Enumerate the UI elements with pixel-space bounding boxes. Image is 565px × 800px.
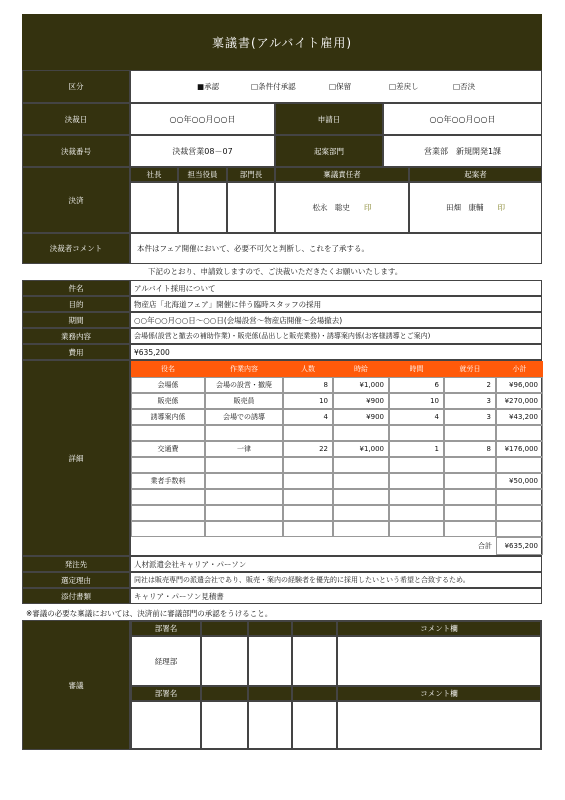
detail-cell-task	[205, 425, 283, 441]
detail-header-count: 人数	[283, 361, 333, 377]
stamp-2b	[248, 701, 292, 749]
detail-cell-hours	[389, 425, 444, 441]
title-bar	[22, 14, 542, 70]
drafter-name: 田畑 康輔	[446, 203, 484, 212]
detail-cell-subtotal: ¥43,200	[496, 409, 543, 425]
dept-spacer-2a	[201, 686, 248, 701]
kian-value: 営業部 新規開発1課	[383, 135, 542, 167]
option-approve[interactable]: ■承認	[197, 82, 220, 91]
detail-cell-wage	[333, 505, 389, 521]
detail-cell-task	[205, 505, 283, 521]
detail-cell-hours	[389, 489, 444, 505]
riyu-label: 選定理由	[22, 572, 130, 588]
detail-cell-count: 4	[283, 409, 333, 425]
detail-cell-count	[283, 457, 333, 473]
shinseibi-label: 申請日	[275, 103, 383, 135]
detail-cell-task	[205, 521, 283, 537]
kikan-value: ○○年○○月○○日～○○日(会場設営～物産店開催～会場撤去)	[130, 312, 542, 328]
detail-header-task: 作業内容	[205, 361, 283, 377]
detail-cell-count: 8	[283, 377, 333, 393]
kessai-label: 決済	[22, 167, 130, 233]
kian-label: 起案部門	[275, 135, 383, 167]
stamp-1c	[292, 636, 337, 686]
detail-cell-subtotal	[496, 521, 543, 537]
dept-spacer-1c	[292, 621, 337, 636]
stamp-2c	[292, 701, 337, 749]
detail-total-value: ¥635,200	[496, 537, 543, 555]
detail-cell-days	[444, 521, 496, 537]
detail-cell-days	[444, 457, 496, 473]
detail-table	[130, 360, 542, 556]
dept-spacer-2c	[292, 686, 337, 701]
detail-cell-hours	[389, 457, 444, 473]
comment-box-2[interactable]	[337, 701, 541, 749]
detail-cell-days: 8	[444, 441, 496, 457]
ken-label: 件名	[22, 280, 130, 296]
hiyo-label: 費用	[22, 344, 130, 360]
stamp-box-manager	[227, 182, 275, 233]
detail-cell-hours: 6	[389, 377, 444, 393]
mokuteki-value: 物産店「北海道フェア」開催に伴う臨時スタッフの採用	[130, 296, 542, 312]
drafter-box	[409, 182, 542, 233]
gyomu-label: 業務内容	[22, 328, 130, 344]
hacchu-value: 人材派遣会社キャリア・パーソン	[130, 556, 542, 572]
detail-cell-hours	[389, 473, 444, 489]
detail-cell-role: 交通費	[131, 441, 205, 457]
drafter-seal: 印	[497, 203, 505, 212]
comment-header-2: コメント欄	[337, 686, 541, 701]
stamp-box-president	[130, 182, 178, 233]
detail-cell-hours: 4	[389, 409, 444, 425]
detail-cell-role	[131, 489, 205, 505]
detail-cell-hours	[389, 521, 444, 537]
detail-cell-subtotal: ¥96,000	[496, 377, 543, 393]
detail-cell-subtotal: ¥176,000	[496, 441, 543, 457]
detail-cell-task	[205, 457, 283, 473]
detail-cell-task: 販売員	[205, 393, 283, 409]
detail-cell-hours: 1	[389, 441, 444, 457]
dept-name-1: 経理部	[131, 636, 201, 686]
comment-value: 本件はフェア開催において、必要不可欠と判断し、これを了承する。	[130, 233, 542, 264]
detail-header-hours: 時間	[389, 361, 444, 377]
option-return[interactable]: □差戻し	[389, 82, 419, 91]
stamp-1a	[201, 636, 248, 686]
comment-label: 決裁者コメント	[22, 233, 130, 264]
dept-spacer-2b	[248, 686, 292, 701]
stamp-col-president: 社長	[130, 167, 178, 182]
kubun-label: 区分	[22, 70, 130, 103]
shinseibi-value: ○○年○○月○○日	[383, 103, 542, 135]
tenpu-value: キャリア・パーソン見積書	[130, 588, 542, 604]
comment-box-1	[337, 636, 541, 686]
detail-cell-wage: ¥900	[333, 393, 389, 409]
comment-header-1: コメント欄	[337, 621, 541, 636]
detail-cell-hours: 10	[389, 393, 444, 409]
mokuteki-label: 目的	[22, 296, 130, 312]
detail-cell-role	[131, 505, 205, 521]
detail-header-days: 就労日	[444, 361, 496, 377]
detail-cell-wage	[333, 473, 389, 489]
detail-header-role: 役名	[131, 361, 205, 377]
detail-cell-task: 会場での誘導	[205, 409, 283, 425]
detail-cell-subtotal: ¥270,000	[496, 393, 543, 409]
stamp-2a	[201, 701, 248, 749]
kessaibi-value: ○○年○○月○○日	[130, 103, 275, 135]
option-reject[interactable]: □否決	[453, 82, 476, 91]
responsible-label: 稟議責任者	[275, 167, 409, 182]
shingi-block	[130, 620, 542, 750]
detail-cell-task: 会場の設営・撤廃	[205, 377, 283, 393]
hacchu-label: 発注先	[22, 556, 130, 572]
intro-text: 下記のとおり、申請致しますので、ご決裁いただきたくお願いいたします。	[148, 267, 403, 276]
detail-header-subtotal: 小計	[496, 361, 543, 377]
kubun-options	[130, 70, 542, 103]
detail-cell-days	[444, 489, 496, 505]
bango-label: 決裁番号	[22, 135, 130, 167]
detail-cell-count: 22	[283, 441, 333, 457]
detail-cell-role: 会場係	[131, 377, 205, 393]
stamp-col-officer: 担当役員	[178, 167, 227, 182]
bango-value: 決裁営業08－07	[130, 135, 275, 167]
detail-cell-wage	[333, 457, 389, 473]
detail-cell-role: 業者手数料	[131, 473, 205, 489]
detail-cell-days: 2	[444, 377, 496, 393]
review-note: ※審議の必要な稟議においては、決済前に審議部門の承認をうけること。	[26, 609, 273, 618]
dept-spacer-1b	[248, 621, 292, 636]
detail-cell-role: 誘導案内係	[131, 409, 205, 425]
gyomu-value: 会場係(設営と撤去の補助作業)・販売係(品出しと販売業務)・誘導案内係(お客様誘導とご案内)	[130, 328, 542, 344]
responsible-seal: 印	[364, 203, 372, 212]
detail-cell-count	[283, 489, 333, 505]
detail-cell-days	[444, 505, 496, 521]
riyu-value: 同社は販売専門の派遣会社であり、販売・案内の経験者を優先的に採用したいという希望と合致するため。	[130, 572, 542, 588]
detail-cell-role: 販売係	[131, 393, 205, 409]
detail-cell-wage	[333, 489, 389, 505]
detail-cell-role	[131, 457, 205, 473]
dept-spacer-1a	[201, 621, 248, 636]
dept-header-1: 部署名	[131, 621, 201, 636]
detail-cell-count	[283, 521, 333, 537]
detail-cell-wage	[333, 425, 389, 441]
stamp-box-officer	[178, 182, 227, 233]
shosai-label: 詳細	[22, 360, 130, 556]
hiyo-value: ¥635,200	[130, 344, 542, 360]
detail-cell-subtotal	[496, 489, 543, 505]
drafter-label: 起案者	[409, 167, 542, 182]
option-hold[interactable]: □保留	[329, 82, 352, 91]
detail-cell-count	[283, 505, 333, 521]
shingi-label: 審議	[22, 620, 130, 750]
detail-cell-subtotal	[496, 505, 543, 521]
detail-cell-subtotal	[496, 457, 543, 473]
tenpu-label: 添付書類	[22, 588, 130, 604]
document-title: 稟議書(アルバイト雇用)	[211, 35, 353, 50]
detail-cell-count: 10	[283, 393, 333, 409]
responsible-name: 松永 聡史	[312, 203, 350, 212]
detail-cell-subtotal: ¥50,000	[496, 473, 543, 489]
detail-cell-count	[283, 425, 333, 441]
detail-cell-wage	[333, 521, 389, 537]
detail-cell-days: 3	[444, 393, 496, 409]
detail-cell-role	[131, 521, 205, 537]
stamp-1b	[248, 636, 292, 686]
detail-cell-days	[444, 473, 496, 489]
detail-cell-days: 3	[444, 409, 496, 425]
detail-cell-wage: ¥1,000	[333, 441, 389, 457]
detail-cell-task: 一律	[205, 441, 283, 457]
responsible-box	[275, 182, 409, 233]
stamp-col-manager: 部門長	[227, 167, 275, 182]
detail-cell-hours	[389, 505, 444, 521]
kessaibi-label: 決裁日	[22, 103, 130, 135]
detail-cell-task	[205, 473, 283, 489]
detail-header-wage: 時給	[333, 361, 389, 377]
detail-cell-wage: ¥1,000	[333, 377, 389, 393]
detail-cell-days	[444, 425, 496, 441]
detail-total-label: 合計	[478, 542, 492, 550]
detail-cell-task	[205, 489, 283, 505]
detail-cell-wage: ¥900	[333, 409, 389, 425]
dept-name-2[interactable]	[131, 701, 201, 749]
detail-cell-subtotal	[496, 425, 543, 441]
option-conditional[interactable]: □条件付承認	[251, 82, 296, 91]
detail-cell-count	[283, 473, 333, 489]
ken-value: アルバイト採用について	[130, 280, 542, 296]
detail-cell-role	[131, 425, 205, 441]
dept-header-2: 部署名	[131, 686, 201, 701]
kikan-label: 期間	[22, 312, 130, 328]
